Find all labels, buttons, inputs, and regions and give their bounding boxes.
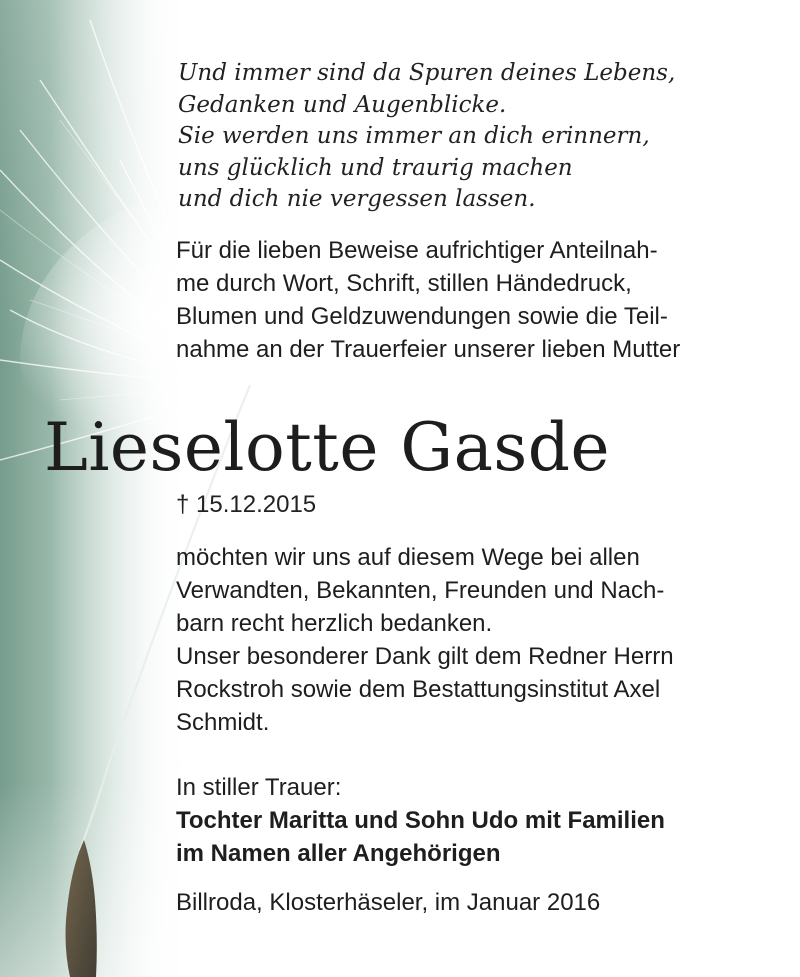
thanks-paragraph	[176, 234, 680, 366]
gratitude-line: möchten wir uns auf diesem Wege bei allen	[176, 544, 640, 571]
death-date: † 15.12.2015	[176, 491, 317, 518]
poem-line: Gedanken und Augenblicke.	[178, 91, 507, 118]
poem-line: Und immer sind da Spuren deines Lebens,	[178, 60, 676, 86]
poem	[178, 58, 675, 216]
place-date-line: Billroda, Klosterhäseler, im Januar 2016	[176, 889, 601, 916]
poem-line: uns glücklich und traurig machen	[178, 154, 573, 181]
poem-line: und dich nie vergessen lassen.	[178, 186, 536, 212]
mourner-names-line: Tochter Maritta und Sohn Udo mit Familien	[176, 807, 665, 834]
place-and-date	[176, 886, 600, 919]
thanks-line: nahme an der Trauerfeier unserer lieben Mutter	[176, 336, 681, 363]
thanks-line: Blumen und Geldzuwendungen sowie die Teil-	[176, 303, 668, 330]
gratitude-paragraph	[176, 541, 674, 739]
mourners-block	[176, 771, 665, 870]
gratitude-line: Verwandten, Bekannten, Freunden und Nach-	[176, 577, 665, 604]
deceased-name: Lieselotte Gasde	[44, 409, 611, 486]
mourners-intro: In stiller Trauer:	[176, 774, 342, 801]
poem-line: Sie werden uns immer an dich erinnern,	[178, 123, 650, 149]
gratitude-line: Rockstroh sowie dem Bestattungsinstitut Axel	[176, 676, 661, 703]
thanks-line: me durch Wort, Schrift, stillen Händedruck,	[176, 270, 632, 297]
thanks-line: Für die lieben Beweise aufrichtiger Anteilnah-	[176, 237, 658, 264]
gratitude-line: Schmidt.	[176, 709, 270, 736]
gratitude-line: Unser besonderer Dank gilt dem Redner Herrn	[176, 643, 674, 670]
mourner-names-line: im Namen aller Angehörigen	[176, 840, 501, 867]
gratitude-line: barn recht herzlich bedanken.	[176, 610, 493, 637]
